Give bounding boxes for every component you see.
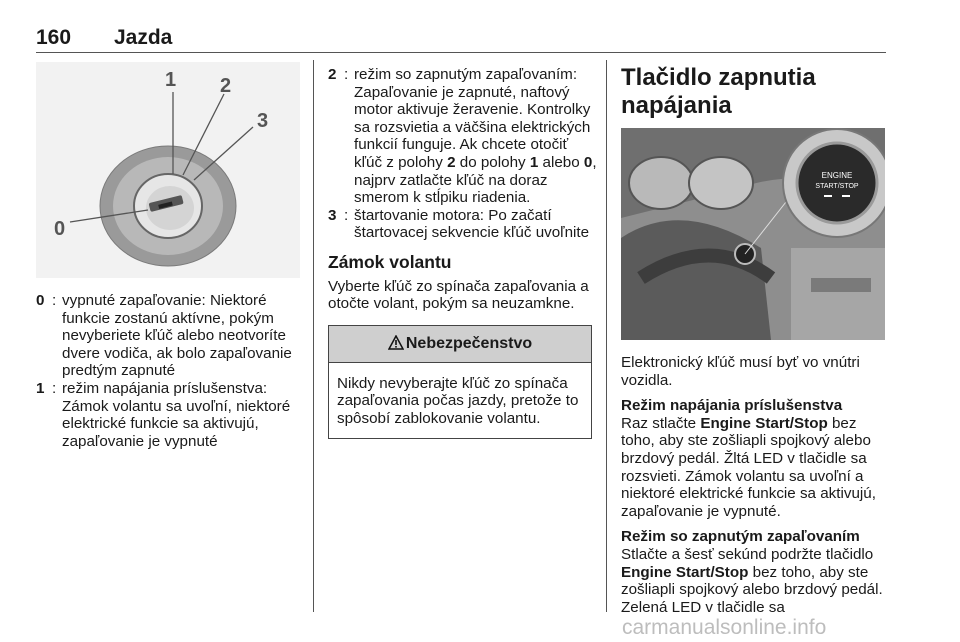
figure-label-0: 0 <box>54 218 66 240</box>
definition-key: 1 <box>36 379 45 397</box>
button-ref: Engine Start/Stop <box>621 563 749 581</box>
warning-triangle-icon <box>388 335 404 353</box>
page-header <box>36 26 886 52</box>
definition-separator: : <box>52 379 57 397</box>
middle-column <box>328 66 598 439</box>
position-ref: 2 <box>447 153 456 171</box>
definition-key: 0 <box>36 292 45 309</box>
figure-label-2: 2 <box>220 75 232 97</box>
page-number: 160 <box>36 26 72 49</box>
right-column <box>621 64 891 624</box>
definition-separator: : <box>344 66 349 83</box>
definition-separator: : <box>52 292 57 309</box>
definition-key: 3 <box>328 206 337 224</box>
section-title-steering-lock: Zámok volantu <box>328 251 452 272</box>
definition-key: 2 <box>328 66 337 83</box>
text-run: , najprv zatlačte kľúč na doraz smerom k stĺpiku riadenia. <box>354 153 597 207</box>
position-ref: 0 <box>583 153 593 171</box>
danger-box-label: Nebezpečenstvo <box>405 334 533 352</box>
subsection-accessory-mode: Režim napájania príslušenstva <box>621 397 843 415</box>
button-ref: Engine Start/Stop <box>700 414 828 432</box>
accessory-mode-paragraph <box>621 415 891 521</box>
watermark: carmanualsonline.info <box>622 616 827 639</box>
definition-text: štartovanie motora: Po začatí štartovacej sekvencie kľúč uvoľnite <box>354 206 590 242</box>
dashboard-photo <box>621 128 885 340</box>
definition-separator: : <box>344 206 349 224</box>
left-column <box>36 62 302 450</box>
definition-text: vypnuté zapaľovanie: Niektoré funkcie zostanú aktívne, pokým nevyberiete kľúč alebo neotvoríte dvere vodiča, ak bolo zapaľovanie predtým zapnuté <box>62 292 292 380</box>
column-divider-right <box>606 60 607 612</box>
text-run: do polohy <box>455 153 530 171</box>
chapter-title: Jazda <box>114 26 173 49</box>
ignition-switch-illustration <box>36 62 300 278</box>
subsection-ignition-mode: Režim so zapnutým zapaľovaním <box>621 528 860 546</box>
definition-3 <box>328 207 598 242</box>
definition-0 <box>36 292 302 380</box>
position-ref: 1 <box>529 153 539 171</box>
definition-text <box>354 66 598 207</box>
danger-box-text: Nikdy nevyberajte kľúč zo spínača zapaľovania počas jazdy, pretože to spôsobí zablokovanie volantu. <box>337 374 579 427</box>
photo-button-label-1: ENGINE <box>821 171 853 180</box>
danger-box-title <box>329 326 591 363</box>
definition-1 <box>36 380 302 450</box>
ignition-switch-figure <box>36 62 300 278</box>
figure-label-3: 3 <box>257 110 269 132</box>
definition-text: režim napájania príslušenstva: Zámok volantu sa uvoľní, niektoré elektrické funkcie sa aktivujú, zapaľovanie je vypnuté <box>62 379 291 450</box>
text-run: režim so zapnutým zapaľovaním: Zapaľovanie je zapnuté, naftový motor aktivuje žeravenie. Kontrolky sa rozsvietia a väčšina elektrických funkcií funguje. Ak chcete otočiť kľúč z polohy <box>354 66 591 171</box>
section-title-power-button: Tlačidlo zapnutia napájania <box>621 64 816 119</box>
danger-box <box>328 325 592 439</box>
ignition-mode-paragraph <box>621 546 891 616</box>
text-run: bez toho, aby ste zošliapli spojkový alebo brzdový pedál. Zelená LED v tlačidle sa <box>621 563 883 616</box>
definition-2 <box>328 66 598 207</box>
text-run: Raz stlačte <box>621 414 701 432</box>
dashboard-illustration <box>621 128 885 340</box>
intro-paragraph: Elektronický kľúč musí byť vo vnútri vozidla. <box>621 354 860 389</box>
text-run: Stlačte a šesť sekúnd podržte tlačidlo <box>621 545 874 563</box>
header-rule <box>36 52 886 53</box>
text-run: bez toho, aby ste zošliapli spojkový alebo brzdový pedál. Žltá LED v tlačidle sa rozsvieti. Zámok volantu sa uvoľní a niektoré elektrické funkcie sa aktivujú, zapaľovanie je vypnuté. <box>621 414 876 520</box>
photo-button-label-2: START/STOP <box>815 183 859 190</box>
figure-label-1: 1 <box>165 69 177 91</box>
text-run: alebo <box>538 153 584 171</box>
column-divider-left <box>313 60 314 612</box>
steering-lock-paragraph: Vyberte kľúč zo spínača zapaľovania a otočte volant, pokým sa neuzamkne. <box>328 277 589 313</box>
